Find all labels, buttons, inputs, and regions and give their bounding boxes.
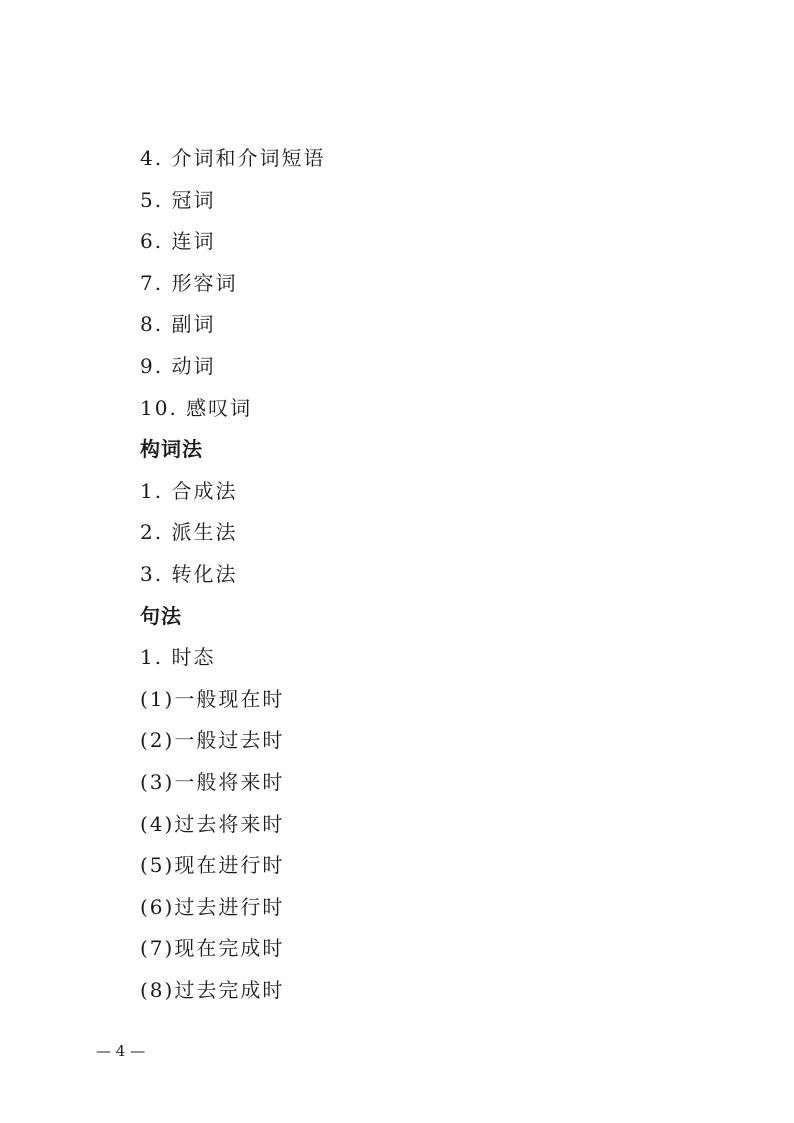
list-item: 7. 形容词 bbox=[140, 270, 238, 295]
list-item: 9. 动词 bbox=[140, 353, 216, 378]
list-item: (3)一般将来时 bbox=[140, 769, 285, 794]
list-item: (2)一般过去时 bbox=[140, 728, 285, 753]
list-item: (4)过去将来时 bbox=[140, 811, 285, 836]
list-item: 2. 派生法 bbox=[140, 520, 238, 545]
list-item: 6. 连词 bbox=[140, 229, 216, 254]
list-item: 4. 介词和介词短语 bbox=[140, 146, 326, 170]
list-item: (8)过去完成时 bbox=[140, 977, 285, 1002]
section-heading-word-formation: 构词法 bbox=[140, 437, 203, 462]
list-item: 8. 副词 bbox=[140, 312, 216, 337]
page-number: — 4 — bbox=[96, 1042, 146, 1060]
list-item: 10. 感叹词 bbox=[140, 395, 253, 420]
list-item: 1. 时态 bbox=[140, 645, 216, 670]
list-item: 5. 冠词 bbox=[140, 187, 216, 212]
section-heading-syntax: 句法 bbox=[140, 603, 182, 628]
list-item: (6)过去进行时 bbox=[140, 894, 285, 919]
list-item: (5)现在进行时 bbox=[140, 853, 285, 878]
list-item: 1. 合成法 bbox=[140, 478, 238, 503]
list-item: 3. 转化法 bbox=[140, 561, 238, 586]
content-lines bbox=[140, 138, 325, 1011]
list-item: (7)现在完成时 bbox=[140, 936, 285, 961]
list-item: (1)一般现在时 bbox=[140, 686, 285, 711]
